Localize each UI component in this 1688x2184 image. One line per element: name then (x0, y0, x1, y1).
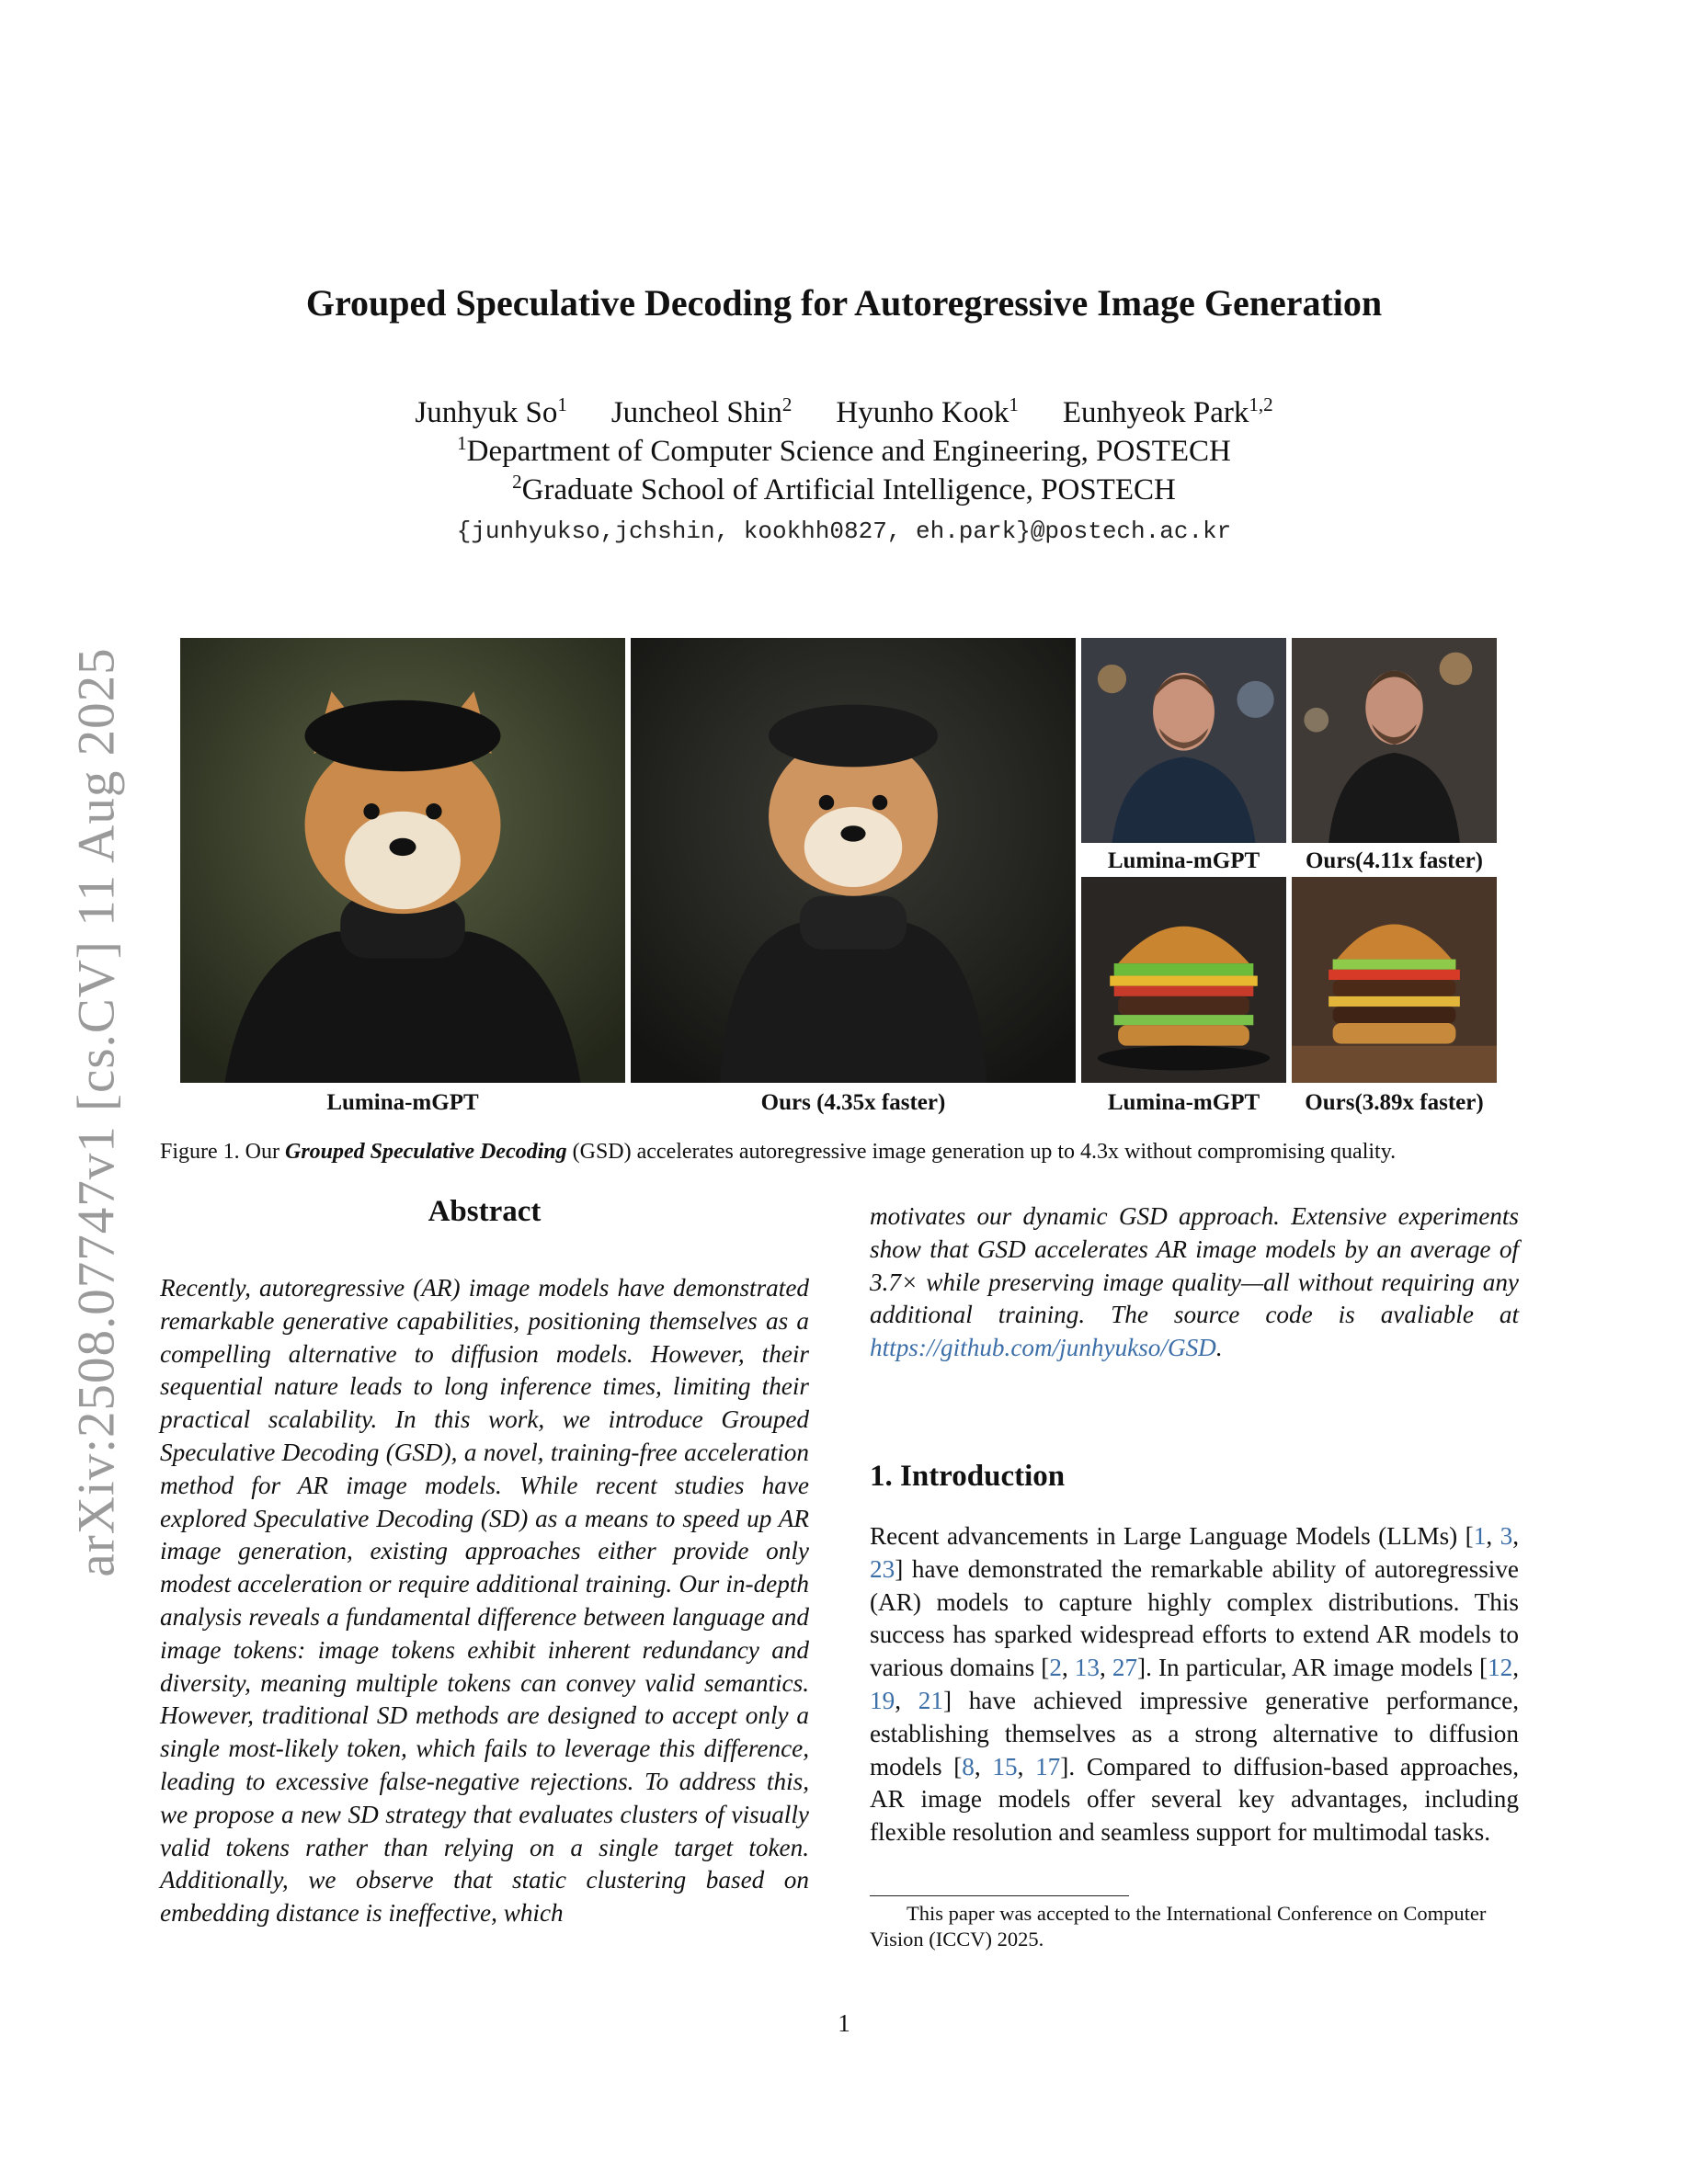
man-image-ours (1292, 638, 1497, 843)
introduction-body (870, 1520, 1519, 1849)
citation-link[interactable]: 19 (870, 1686, 895, 1714)
author-list (0, 393, 1688, 430)
burger-image-ours (1292, 877, 1497, 1083)
citation-link[interactable]: 23 (870, 1554, 895, 1583)
intro-text: , (1512, 1522, 1519, 1550)
intro-text: , (1099, 1654, 1112, 1682)
author: Juncheol Shin$^2$ (610, 393, 793, 429)
author: Eunhyeok Park$^{1,2}$ (1062, 393, 1273, 429)
affiliation: $^1$Department of Computer Science and Engineering, POSTECH (457, 432, 1231, 468)
paper-title: Grouped Speculative Decoding for Autoregressive Image Generation (305, 282, 1383, 324)
abstract-continuation: motivates our dynamic GSD approach. Extensive experiments show that GSD accelerates AR image models by an average of 3.7× while preserving image quality—all without requiring any additional training. The source code is avaliable at https://github.com/junhyukso/GSD. (870, 1202, 1519, 1362)
author: Junhyuk So$^1$ (415, 393, 567, 429)
citation-link[interactable]: 12 (1488, 1654, 1513, 1682)
citation-link[interactable]: 13 (1074, 1654, 1100, 1682)
citation-link[interactable]: 3 (1500, 1522, 1513, 1550)
figure-label: Lumina-mGPT (1107, 1090, 1260, 1115)
author-emails: {junhyukso,jchshin, kookhh0827, eh.park}@postech.ac.kr (456, 518, 1232, 545)
man-image-lumina (1081, 638, 1286, 843)
figure-label: Ours(4.11x faster) (1305, 848, 1484, 873)
citation-link[interactable]: 8 (962, 1752, 975, 1780)
citation-link[interactable]: 21 (918, 1686, 943, 1714)
intro-text: , (974, 1752, 993, 1780)
intro-text: ] have achieved impressive generative performance, establishing themselves as a strong alternative to diffusion models [ (870, 1686, 1519, 1780)
figure-caption: Figure 1. Our Grouped Speculative Decoding (GSD) accelerates autoregressive image generation up to 4.3x without compromising quality. (160, 1140, 1397, 1164)
citation-link[interactable]: 17 (1035, 1752, 1061, 1780)
code-link[interactable]: https://github.com/junhyukso/GSD (870, 1334, 1216, 1362)
intro-text: , (1017, 1752, 1036, 1780)
intro-text: , (1486, 1522, 1500, 1550)
figure-label: Lumina-mGPT (326, 1090, 479, 1115)
footnote: This paper was accepted to the International Conference on Computer Vision (ICCV) 2025. (870, 1902, 1487, 1951)
citation-link[interactable]: 27 (1112, 1654, 1138, 1682)
abstract-body: Recently, autoregressive (AR) image models have demonstrated remarkable generative capabilities, positioning themselves as a compelling alternative to diffusion models. However, their sequential nature leads to long inference times, limiting their practical scalability. In this work, we introduce Grouped Speculative Decoding (GSD), a novel, training-free acceleration method for AR image models. While recent studies have explored Speculative Decoding (SD) as a means to speed up AR image generation, existing approaches either provide only modest acceleration or require additional training. Our in-depth analysis reveals a fundamental difference between language and image tokens: image tokens exhibit inherent redundancy and diversity, meaning multiple tokens can convey valid semantics. However, traditional SD methods are designed to accept only a single most-likely token, which fails to leverage this difference, leading to excessive false-negative rejections. To address this, we propose a new SD strategy that evaluates clusters of visually valid tokens rather than relying on a single target token. Additionally, we observe that static clustering based on embedding distance is ineffective, which (160, 1274, 809, 1928)
intro-text: , (1512, 1654, 1520, 1682)
footnote-rule (870, 1895, 1129, 1896)
burger-image-lumina (1081, 877, 1286, 1083)
figure-label: Ours (4.35x faster) (760, 1090, 946, 1115)
figure-label: Lumina-mGPT (1107, 848, 1260, 873)
dog-image-ours (631, 638, 1076, 1083)
page-number: 1 (838, 2009, 850, 2037)
citation-link[interactable]: 15 (992, 1752, 1018, 1780)
intro-text: , (895, 1686, 918, 1714)
citation-link[interactable]: 1 (1473, 1522, 1487, 1550)
affiliation: $^2$Graduate School of Artificial Intelligence, POSTECH (512, 471, 1176, 506)
intro-text: ]. Compared to diffusion-based approaches, AR image models offer several key advantages, including flexible resolution and seamless support for multimodal tasks. (870, 1752, 1520, 1847)
section-heading: 1. Introduction (870, 1460, 1066, 1493)
author: Hyunho Kook$^1$ (836, 393, 1019, 429)
intro-text: ]. In particular, AR image models [ (1137, 1654, 1488, 1682)
abstract-heading: Abstract (428, 1195, 542, 1228)
intro-text: Recent advancements in Large Language Models (LLMs) [ (870, 1522, 1474, 1550)
intro-text: , (1061, 1654, 1075, 1682)
intro-text: ] have demonstrated the remarkable ability of autoregressive (AR) models to capture highly complex distributions. This success has sparked widespread efforts to extend AR models to various domains [ (870, 1554, 1519, 1682)
dog-image-lumina (180, 638, 625, 1083)
figure-label: Ours(3.89x faster) (1305, 1090, 1484, 1115)
arxiv-stamp: arXiv:2508.07747v1 [cs.CV] 11 Aug 2025 (67, 647, 126, 1577)
citation-link[interactable]: 2 (1049, 1654, 1062, 1682)
